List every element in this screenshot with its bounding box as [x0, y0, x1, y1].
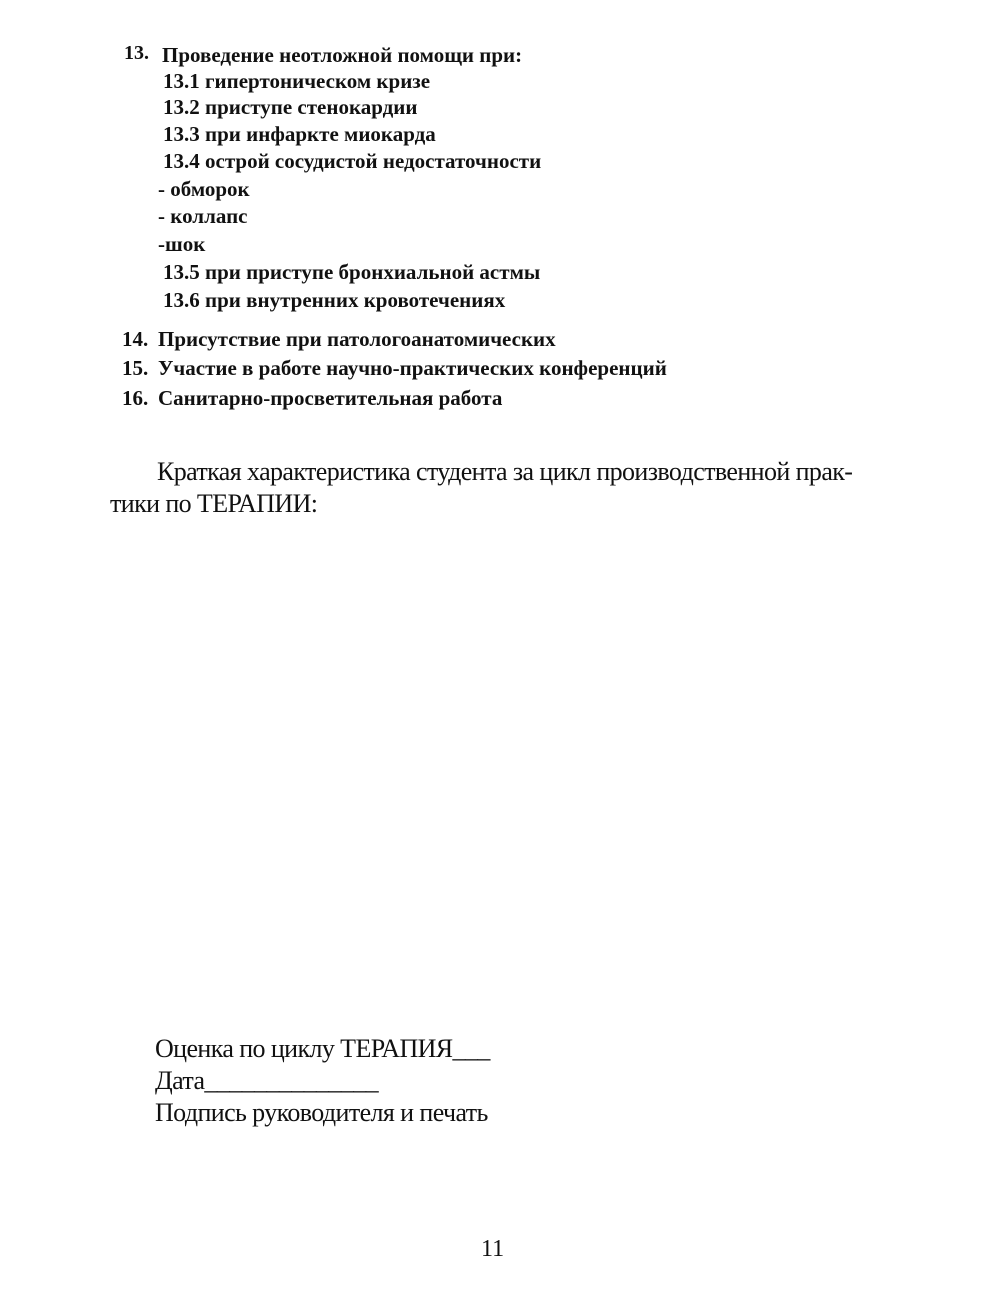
student-characteristic-paragraph [110, 456, 885, 520]
subitem-collapse: - коллапс [158, 204, 248, 228]
item-number-16: 16. [122, 386, 149, 410]
item-text-14: Присутствие при патологоанатомических [158, 327, 556, 351]
page-number: 11 [481, 1236, 505, 1262]
subitem-shock: -шок [158, 232, 206, 256]
date-line: Дата______________ [155, 1066, 379, 1095]
subitem-13-6: 13.6 при внутренних кровотечениях [163, 288, 506, 312]
item-number-13: 13. [124, 42, 149, 64]
item-number-15: 15. [122, 356, 149, 380]
subitem-faint: - обморок [158, 177, 250, 201]
characteristic-line-1: Краткая характеристика студента за цикл производственной прак- [157, 457, 853, 486]
item-text-15: Участие в работе научно-практических конференций [158, 356, 667, 380]
item-text-16: Санитарно-просветительная работа [158, 386, 503, 410]
item-title-13: Проведение неотложной помощи при: [162, 43, 523, 67]
grade-line: Оценка по циклу ТЕРАПИЯ___ [155, 1034, 490, 1063]
subitem-13-2: 13.2 приступе стенокардии [163, 95, 418, 119]
subitem-13-5: 13.5 при приступе бронхиальной астмы [163, 260, 541, 284]
subitem-13-1: 13.1 гипертоническом кризе [163, 69, 431, 93]
subitem-13-3: 13.3 при инфаркте миокарда [163, 122, 436, 146]
characteristic-line-2: тики по ТЕРАПИИ: [110, 489, 318, 518]
subitem-13-4: 13.4 острой сосудистой недостаточности [163, 149, 542, 173]
signature-line: Подпись руководителя и печать [155, 1098, 488, 1127]
item-number-14: 14. [122, 327, 149, 351]
